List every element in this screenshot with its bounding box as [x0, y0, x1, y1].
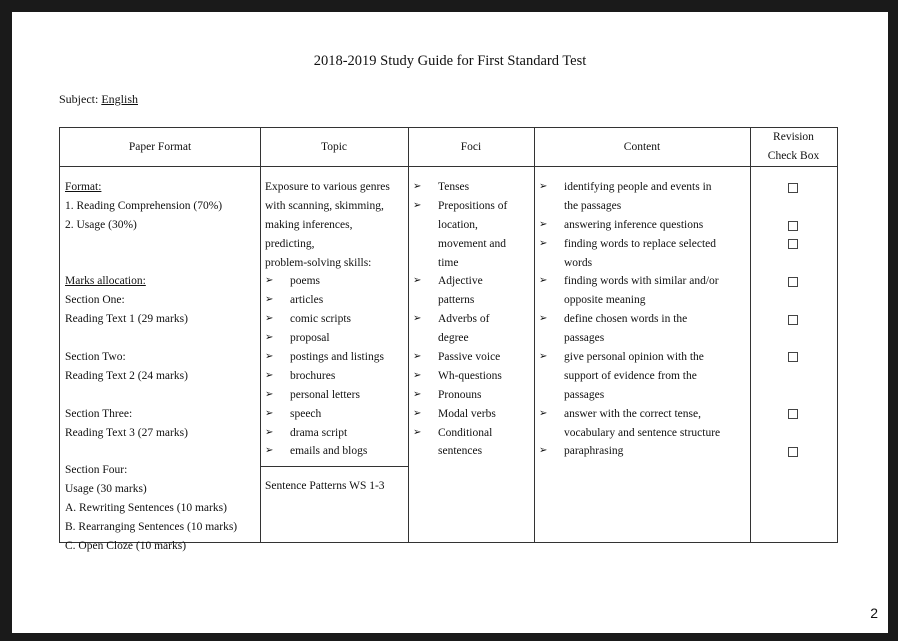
genre-item: [265, 310, 407, 329]
foci-item: [413, 272, 533, 291]
foci-item: [413, 197, 533, 216]
bullet-arrow-icon: ➢: [265, 388, 274, 400]
genre-item: [265, 386, 407, 405]
genre-label: postings and listings: [290, 351, 384, 364]
page-number: 2: [870, 605, 878, 621]
content-item: [539, 178, 749, 197]
bullet-arrow-icon: ➢: [265, 313, 274, 325]
foci-item: [413, 310, 533, 329]
foci-column: [413, 178, 533, 461]
foci-item-text: Pronouns: [438, 388, 482, 401]
bullet-arrow-icon: ➢: [413, 313, 422, 325]
revision-checkbox[interactable]: [788, 409, 798, 419]
foci-item-text: degree: [438, 332, 469, 345]
content-item-text: finding words with similar and/or: [564, 275, 719, 288]
content-item-continued: [539, 291, 749, 310]
bullet-arrow-icon: ➢: [539, 237, 548, 249]
format-item: 2. Usage (30%): [65, 218, 137, 231]
foci-item-text: Tenses: [438, 181, 470, 193]
bullet-arrow-icon: ➢: [413, 388, 422, 400]
content-item-text: passages: [564, 332, 605, 345]
genre-item: [265, 329, 407, 348]
sentence-patterns: Sentence Patterns WS 1-3: [265, 480, 385, 492]
content-item-text: paraphrasing: [564, 445, 624, 458]
bullet-arrow-icon: ➢: [265, 369, 274, 381]
subject-line: [59, 92, 138, 107]
header-revision: [750, 128, 837, 166]
section-detail: C. Open Cloze (10 marks): [65, 539, 187, 552]
section-detail: Reading Text 3 (27 marks): [65, 426, 188, 439]
genre-label: speech: [290, 407, 322, 420]
content-item: [539, 442, 749, 461]
study-guide-table: [59, 127, 838, 552]
bullet-arrow-icon: ➢: [413, 369, 422, 381]
topic-intro-line: problem-solving skills:: [265, 256, 372, 269]
foci-item-text: Prepositions of: [438, 199, 508, 212]
content-item: [539, 216, 749, 235]
foci-item-continued: [413, 235, 533, 254]
content-item-text: words: [564, 256, 593, 269]
content-item-text: answering inference questions: [564, 218, 704, 231]
header-revision-line1: Revision: [773, 131, 814, 143]
genre-item: [265, 348, 407, 367]
column-divider: [750, 128, 751, 542]
foci-item-text: location,: [438, 218, 478, 231]
foci-item-text: Conditional: [438, 426, 493, 439]
section-detail: B. Rearranging Sentences (10 marks): [65, 521, 238, 534]
document-page: [12, 12, 888, 633]
content-item-continued: [539, 424, 749, 443]
topic-intro-line: predicting,: [265, 237, 315, 250]
section-detail: Reading Text 1 (29 marks): [65, 313, 188, 326]
revision-checkbox[interactable]: [788, 221, 798, 231]
subject-value: English: [101, 92, 138, 106]
content-item-continued: [539, 329, 749, 348]
genre-list: [265, 272, 407, 461]
section-label: Section Three:: [65, 407, 133, 420]
revision-checkbox[interactable]: [788, 447, 798, 457]
content-item-text: support of evidence from the: [564, 369, 697, 382]
bullet-arrow-icon: ➢: [265, 426, 274, 438]
section-label: Section One:: [65, 294, 125, 307]
content-item: [539, 272, 749, 291]
content-item: [539, 348, 749, 367]
bullet-arrow-icon: ➢: [265, 294, 274, 306]
foci-item-continued: [413, 254, 533, 273]
genre-label: comic scripts: [290, 313, 351, 326]
genre-item: [265, 405, 407, 424]
bullet-arrow-icon: ➢: [539, 181, 548, 192]
content-item-text: finding words to replace selected: [564, 237, 716, 250]
revision-checkbox[interactable]: [788, 277, 798, 287]
foci-item: [413, 424, 533, 443]
genre-label: emails and blogs: [290, 445, 368, 458]
topic-subdivider: [260, 466, 408, 467]
content-column: [539, 178, 749, 461]
content-item-text: identifying people and events in: [564, 181, 712, 193]
format-item: 1. Reading Comprehension (70%): [65, 199, 223, 212]
foci-item-text: Wh-questions: [438, 369, 502, 382]
header-revision-line2: Check Box: [767, 150, 820, 162]
foci-item-continued: [413, 291, 533, 310]
header-topic: Topic: [320, 140, 348, 153]
content-item-text: answer with the correct tense,: [564, 407, 701, 420]
bullet-arrow-icon: ➢: [413, 407, 422, 419]
bullet-arrow-icon: ➢: [539, 407, 548, 419]
subject-label: Subject:: [59, 92, 99, 106]
topic-intro-line: with scanning, skimming,: [265, 199, 384, 212]
foci-item-text: sentences: [438, 445, 483, 458]
genre-label: articles: [290, 294, 324, 307]
foci-item: [413, 405, 533, 424]
revision-checkbox[interactable]: [788, 352, 798, 362]
column-divider: [534, 128, 535, 542]
content-item-continued: [539, 254, 749, 273]
paper-format-column: [65, 178, 257, 556]
content-item-text: passages: [564, 388, 605, 401]
foci-item-text: Modal verbs: [438, 407, 496, 420]
revision-checkbox[interactable]: [788, 315, 798, 325]
foci-item-text: Passive voice: [438, 351, 501, 364]
content-item-continued: [539, 386, 749, 405]
content-item-text: vocabulary and sentence structure: [564, 426, 721, 439]
header-paper-format: Paper Format: [128, 140, 192, 153]
genre-label: personal letters: [290, 388, 360, 401]
genre-label: drama script: [290, 426, 348, 439]
bullet-arrow-icon: ➢: [413, 199, 422, 211]
bullet-arrow-icon: ➢: [539, 445, 548, 457]
revision-checkbox[interactable]: [788, 183, 798, 193]
topic-intro-line: making inferences,: [265, 218, 353, 231]
topic-column: [265, 178, 407, 461]
bullet-arrow-icon: ➢: [539, 313, 548, 325]
genre-item: [265, 442, 407, 461]
content-item-text: the passages: [564, 199, 622, 212]
bullet-arrow-icon: ➢: [539, 218, 548, 230]
content-item: [539, 405, 749, 424]
section-label: Section Four:: [65, 464, 128, 477]
genre-item: [265, 272, 407, 291]
bullet-arrow-icon: ➢: [265, 332, 274, 344]
topic-intro-line: Exposure to various genres: [265, 181, 390, 193]
bullet-arrow-icon: ➢: [413, 275, 422, 287]
section-detail: Reading Text 2 (24 marks): [65, 369, 188, 382]
foci-item-continued: [413, 329, 533, 348]
bullet-arrow-icon: ➢: [413, 181, 422, 192]
header-foci: Foci: [460, 140, 482, 153]
content-item-text: opposite meaning: [564, 294, 646, 307]
bullet-arrow-icon: ➢: [413, 351, 422, 363]
genre-label: proposal: [290, 332, 330, 345]
foci-item-text: Adverbs of: [438, 313, 490, 326]
content-item-continued: [539, 197, 749, 216]
genre-item: [265, 367, 407, 386]
foci-item-continued: [413, 442, 533, 461]
header-content: Content: [623, 140, 661, 153]
bullet-arrow-icon: ➢: [413, 426, 422, 438]
document-title: 2018-2019 Study Guide for First Standard Test: [313, 53, 587, 69]
content-item-continued: [539, 367, 749, 386]
content-item: [539, 235, 749, 254]
genre-label: brochures: [290, 369, 336, 382]
header-divider: [60, 166, 837, 167]
foci-item-text: movement and: [438, 237, 507, 250]
foci-item: [413, 178, 533, 197]
revision-checkbox[interactable]: [788, 239, 798, 249]
genre-item: [265, 291, 407, 310]
foci-item-text: patterns: [438, 294, 475, 307]
bullet-arrow-icon: ➢: [265, 445, 274, 457]
section-detail: A. Rewriting Sentences (10 marks): [65, 502, 227, 515]
foci-item: [413, 386, 533, 405]
foci-item: [413, 348, 533, 367]
foci-item-text: Adjective: [438, 275, 483, 288]
bullet-arrow-icon: ➢: [265, 407, 274, 419]
column-divider: [408, 128, 409, 542]
format-heading: Format:: [65, 181, 102, 193]
content-item-text: define chosen words in the: [564, 313, 688, 326]
bullet-arrow-icon: ➢: [539, 351, 548, 363]
content-item-text: give personal opinion with the: [564, 351, 704, 364]
genre-item: [265, 424, 407, 443]
foci-item: [413, 367, 533, 386]
bullet-arrow-icon: ➢: [539, 275, 548, 287]
content-item: [539, 310, 749, 329]
section-detail: Usage (30 marks): [65, 483, 147, 496]
foci-item-text: time: [438, 256, 459, 269]
bullet-arrow-icon: ➢: [265, 351, 274, 363]
genre-label: poems: [290, 275, 321, 288]
marks-heading: Marks allocation:: [65, 275, 146, 288]
section-label: Section Two:: [65, 351, 126, 364]
column-divider: [260, 128, 261, 542]
bullet-arrow-icon: ➢: [265, 275, 274, 287]
foci-item-continued: [413, 216, 533, 235]
